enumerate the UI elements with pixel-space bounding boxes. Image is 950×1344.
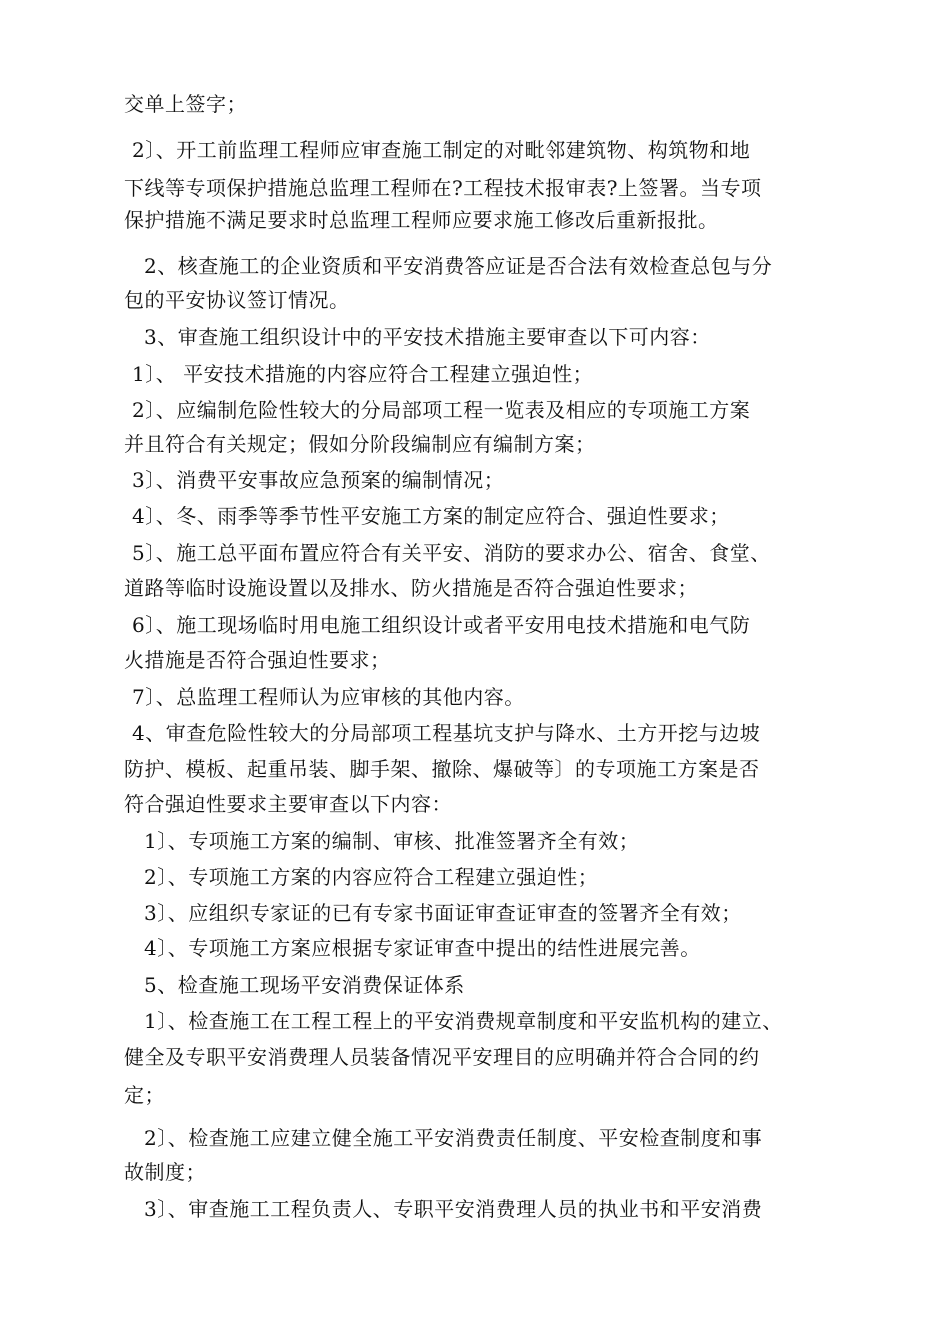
text-line: 2、核查施工的企业资质和平安消费答应证是否合法有效检查总包与分 <box>144 254 773 278</box>
text-line: 保护措施不满足要求时总监理工程师应要求施工修改后重新报批。 <box>124 208 719 232</box>
text-line: 下线等专项保护措施总监理工程师在?工程技术报审表?上签署。当专项 <box>124 176 762 200</box>
text-line: 包的平安协议签订情况。 <box>124 288 350 312</box>
text-line: 1〕、专项施工方案的编制、审核、批准签署齐全有效； <box>144 829 640 853</box>
text-line: 4、审查危险性较大的分局部项工程基坑支护与降水、土方开挖与边坡 <box>132 721 761 745</box>
text-line: 符合强迫性要求主要审查以下内容： <box>124 792 452 816</box>
text-line: 6〕、施工现场临时用电施工组织设计或者平安用电技术措施和电气防 <box>132 613 751 637</box>
text-line: 故制度； <box>124 1160 206 1184</box>
text-line: 3〕、审查施工工程负责人、专职平安消费理人员的执业书和平安消费 <box>144 1197 763 1221</box>
text-line: 5〕、施工总平面布置应符合有关平安、消防的要求办公、宿舍、食堂、 <box>132 541 771 565</box>
text-line: 2〕、应编制危险性较大的分局部项工程一览表及相应的专项施工方案 <box>132 398 751 422</box>
text-line: 2〕、开工前监理工程师应审查施工制定的对毗邻建筑物、构筑物和地 <box>132 138 751 162</box>
text-line: 定； <box>124 1083 165 1107</box>
text-line: 1〕、 平安技术措施的内容应符合工程建立强迫性； <box>132 362 594 386</box>
text-line: 并且符合有关规定；假如分阶段编制应有编制方案； <box>124 432 596 456</box>
text-line: 交单上签字； <box>124 92 247 116</box>
text-line: 7〕、总监理工程师认为应审核的其他内容。 <box>132 685 525 709</box>
text-line: 5、检查施工现场平安消费保证体系 <box>144 973 465 997</box>
text-line: 4〕、专项施工方案应根据专家证审查中提出的结性进展完善。 <box>144 936 701 960</box>
text-line: 4〕、冬、雨季等季节性平安施工方案的制定应符合、强迫性要求； <box>132 504 730 528</box>
text-line: 道路等临时设施设置以及排水、防火措施是否符合强迫性要求； <box>124 576 698 600</box>
text-line: 3〕、应组织专家证的已有专家书面证审查证审查的签署齐全有效； <box>144 901 742 925</box>
text-line: 火措施是否符合强迫性要求； <box>124 648 391 672</box>
text-line: 3、审查施工组织设计中的平安技术措施主要审查以下可内容： <box>144 325 711 349</box>
text-line: 3〕、消费平安事故应急预案的编制情况； <box>132 468 505 492</box>
text-line: 健全及专职平安消费理人员装备情况平安理目的应明确并符合合同的约 <box>124 1045 760 1069</box>
text-line: 防护、模板、起重吊装、脚手架、撤除、爆破等〕的专项施工方案是否 <box>124 757 760 781</box>
text-line: 1〕、检查施工在工程工程上的平安消费规章制度和平安监机构的建立、 <box>144 1009 783 1033</box>
text-line: 2〕、专项施工方案的内容应符合工程建立强迫性； <box>144 865 599 889</box>
text-line: 2〕、检查施工应建立健全施工平安消费责任制度、平安检查制度和事 <box>144 1126 763 1150</box>
